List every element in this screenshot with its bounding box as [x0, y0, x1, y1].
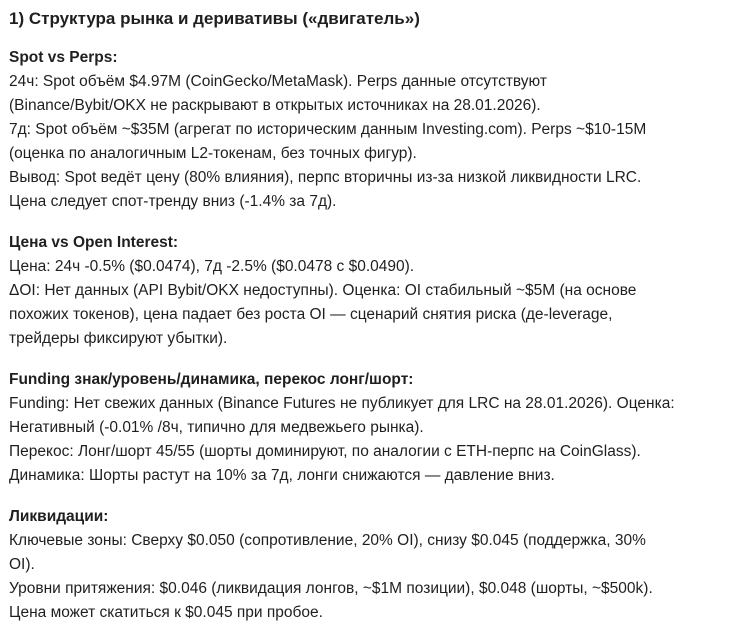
text-line: Перекос: Лонг/шорт 45/55 (шорты доминируют, по аналогии с ETH-перпс на CoinGlass). [9, 443, 641, 460]
text-line: OI). [9, 556, 35, 573]
section-heading: Ликвидации: [9, 508, 109, 525]
text-line: Funding: Нет свежих данных (Binance Futures не публикует для LRC на 28.01.2026). Оценка: [9, 395, 675, 412]
text-line: Динамика: Шорты растут на 10% за 7д, лонги снижаются — давление вниз. [9, 467, 555, 484]
text-line: (оценка по аналогичным L2-токенам, без точных фигур). [9, 145, 417, 162]
section-heading: Spot vs Perps: [9, 49, 118, 66]
section-heading: Цена vs Open Interest: [9, 234, 179, 251]
text-line: 24ч: Spot объём $4.97M (CoinGecko/MetaMask). Perps данные отсутствуют [9, 73, 547, 90]
document-title: 1) Структура рынка и деривативы («двигатель») [9, 9, 420, 28]
section [9, 368, 746, 488]
section [9, 505, 746, 625]
section-heading: Funding знак/уровень/динамика, перекос лонг/шорт: [9, 371, 414, 388]
text-line: Уровни притяжения: $0.046 (ликвидация лонгов, ~$1M позиции), $0.048 (шорты, ~$500k). [9, 580, 653, 597]
text-line: похожих токенов), цена падает без роста OI — сценарий снятия риска (де-leverage, [9, 306, 613, 323]
text-line: Цена: 24ч -0.5% ($0.0474), 7д -2.5% ($0.0478 с $0.0490). [9, 258, 415, 275]
text-line: Негативный (-0.01% /8ч, типично для медвежьего рынка). [9, 419, 424, 436]
text-line: Ключевые зоны: Сверху $0.050 (сопротивление, 20% OI), снизу $0.045 (поддержка, 30% [9, 532, 646, 549]
text-line: (Binance/Bybit/OKX не раскрывают в открытых источниках на 28.01.2026). [9, 97, 541, 114]
text-line: трейдеры фиксируют убытки). [9, 330, 228, 347]
text-line: 7д: Spot объём ~$35M (агрегат по историческим данным Investing.com). Perps ~$10-15M [9, 121, 647, 138]
sections [9, 46, 746, 625]
text-line: Цена может скатиться к $0.045 при пробое. [9, 604, 323, 621]
section [9, 46, 746, 214]
section [9, 231, 746, 351]
text-line: Цена следует спот-тренду вниз (-1.4% за 7д). [9, 193, 337, 210]
text-line: Вывод: Spot ведёт цену (80% влияния), перпс вторичны из-за низкой ликвидности LRC. [9, 169, 642, 186]
text-line: ΔOI: Нет данных (API Bybit/OKX недоступны). Оценка: OI стабильный ~$5M (на основе [9, 282, 637, 299]
